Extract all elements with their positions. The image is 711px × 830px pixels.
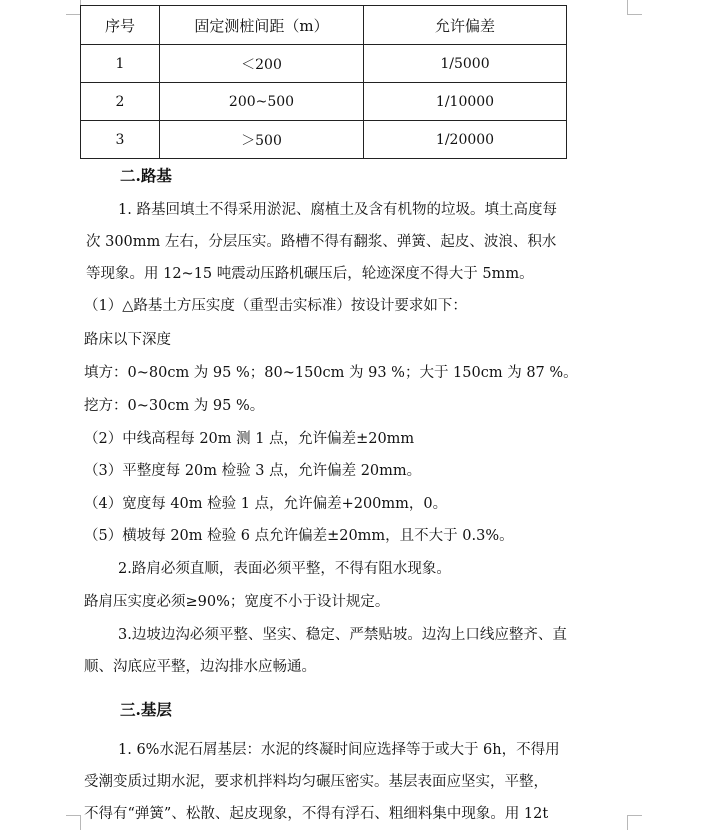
header-cell-tolerance: 允许偏差 [364,6,567,45]
table-row [81,83,567,121]
table-cell: 1 [81,45,160,83]
header-cell-spacing: 固定测桩间距（m） [160,6,364,45]
list-item: （1）△路基土方压实度（重型击实标准）按设计要求如下： [84,298,467,314]
paragraph-line: 3.边坡边沟必须平整、坚实、稳定、严禁贴坡。边沟上口线应整齐、直 [118,627,567,643]
paragraph-line: 路床以下深度 [84,332,171,348]
table-cell: 3 [81,121,160,159]
paragraph-line: 受潮变质过期水泥，要求机拌料均匀碾压密实。基层表面应坚实，平整， [84,774,548,790]
list-item: （3）平整度每 20m 检验 3 点，允许偏差 20mm。 [84,463,422,479]
paragraph-line: 不得有“弹簧”、松散、起皮现象，不得有浮石、粗细料集中现象。用 12t [84,806,549,822]
table-cell: 1/10000 [364,83,567,121]
paragraph-line: 2.路肩必须直顺，表面必须平整，不得有阻水现象。 [118,561,451,577]
crop-mark-top-left [66,0,81,15]
paragraph-line: 等现象。用 12~15 吨震动压路机碾压后，轮迹深度不得大于 5mm。 [86,266,534,282]
paragraph-line: 顺、沟底应平整，边沟排水应畅通。 [84,659,316,675]
table-row [81,121,567,159]
paragraph-line: 填方：0~80cm 为 95 %；80~150cm 为 93 %；大于 150cm 为 87 %。 [84,365,578,381]
paragraph-line: 次 300mm 左右，分层压实。路槽不得有翻浆、弹簧、起皮、波浪、积水 [86,234,557,250]
paragraph-line: 1. 6%水泥石屑基层：水泥的终凝时间应选择等于或大于 6h，不得用 [118,742,560,758]
table-cell: ＞500 [160,121,364,159]
paragraph-line: 路肩压实度必须≥90%；宽度不小于设计规定。 [84,594,390,610]
section-heading-base-course: 三.基层 [120,700,172,719]
deviation-table [80,5,567,159]
list-item: （5）横坡每 20m 检验 6 点允许偏差±20mm，且不大于 0.3%。 [84,528,514,544]
table-cell: 1/5000 [364,45,567,83]
list-item: （2）中线高程每 20m 测 1 点，允许偏差±20mm [84,431,415,447]
table-cell: ＜200 [160,45,364,83]
table-header-row [81,6,567,45]
crop-mark-bottom-left [66,815,81,830]
paragraph-line: 1. 路基回填土不得采用淤泥、腐植土及含有机物的垃圾。填土高度每 [118,202,557,218]
crop-mark-top-right [627,0,642,15]
header-cell-index: 序号 [81,6,160,45]
list-item: （4）宽度每 40m 检验 1 点，允许偏差+200mm，0。 [84,496,448,512]
section-heading-subgrade: 二.路基 [120,166,172,185]
table-row [81,45,567,83]
paragraph-line: 挖方：0~30cm 为 95 %。 [84,398,265,414]
table-cell: 2 [81,83,160,121]
table-cell: 1/20000 [364,121,567,159]
table-cell: 200~500 [160,83,364,121]
